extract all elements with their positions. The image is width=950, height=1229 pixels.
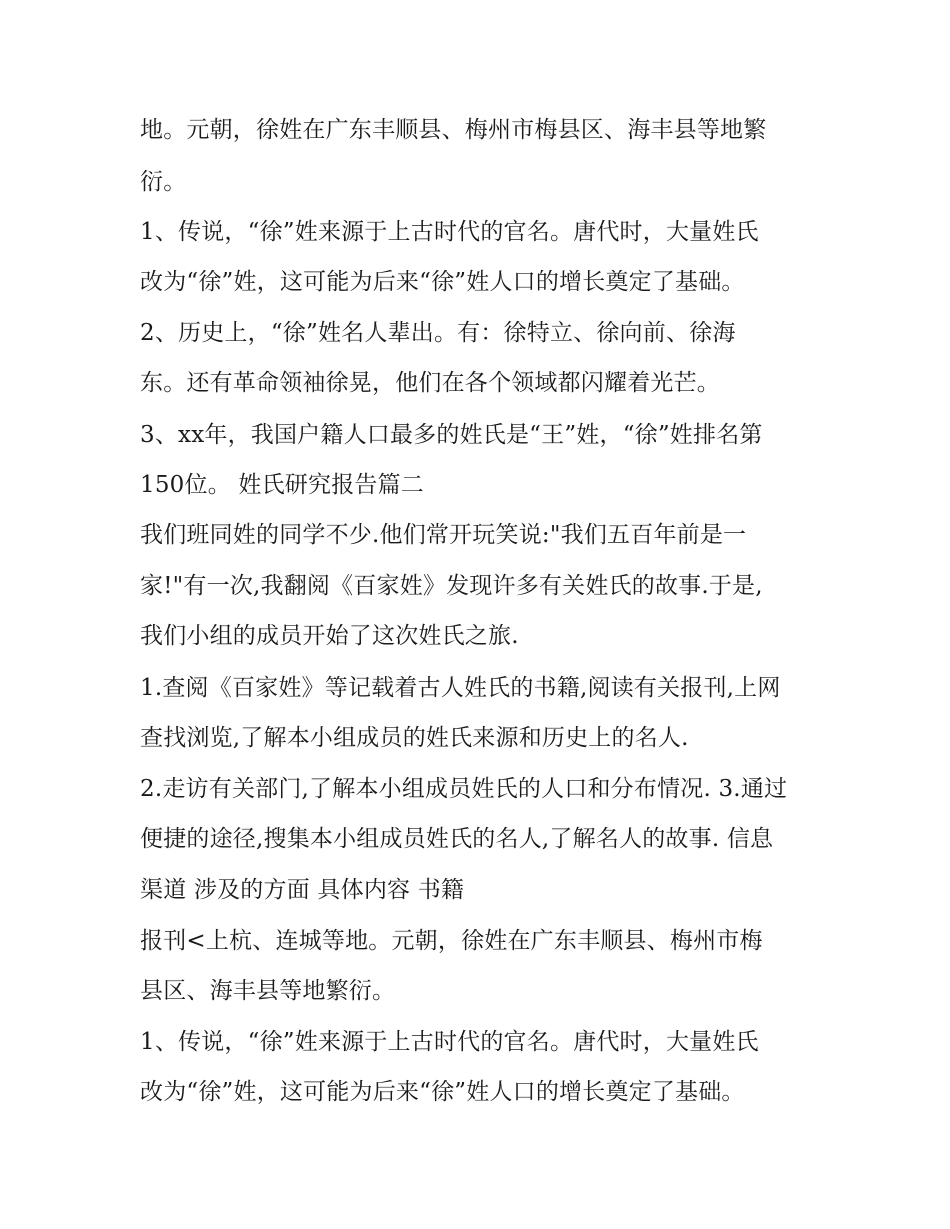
text-line: 2、历史上，“徐”姓名人辈出。有：徐特立、徐向前、徐海 [140,320,736,346]
text-line: 我们小组的成员开始了这次姓氏之旅. [140,623,519,649]
text-line: 我们班同姓的同学不少.他们常开玩笑说:"我们五百年前是一 [140,522,747,548]
text-line: 东。还有革命领袖徐晃，他们在各个领域都闪耀着光芒。 [140,370,720,396]
text-line: 家!"有一次,我翻阅《百家姓》发现许多有关姓氏的故事.于是, [140,573,763,599]
text-line: 查找浏览,了解本小组成员的姓氏来源和历史上的名人. [140,725,689,751]
text-line: 1、传说，“徐”姓来源于上古时代的官名。唐代时，大量姓氏 [140,219,759,245]
text-line: 改为“徐”姓，这可能为后来“徐”姓人口的增长奠定了基础。 [140,1079,745,1105]
text-line: 报刊<上杭、连城等地。元朝，徐姓在广东丰顺县、梅州市梅 [140,928,763,954]
text-line: 改为“徐”姓，这可能为后来“徐”姓人口的增长奠定了基础。 [140,269,745,295]
text-line: 1.查阅《百家姓》等记载着古人姓氏的书籍,阅读有关报刊,上网 [140,675,781,701]
text-line: 2.走访有关部门,了解本小组成员姓氏的人口和分布情况. 3.通过 [140,776,788,802]
text-line: 地。元朝，徐姓在广东丰顺县、梅州市梅县区、海丰县等地繁 [140,117,767,143]
text-line: 150位。 姓氏研究报告篇二 [140,472,425,498]
text-line: 衍。 [140,169,187,195]
text-line: 渠道 涉及的方面 具体内容 书籍 [140,877,465,903]
text-line: 便捷的途径,搜集本小组成员姓氏的名人,了解名人的故事. 信息 [140,826,774,852]
text-line: 1、传说，“徐”姓来源于上古时代的官名。唐代时，大量姓氏 [140,1029,759,1055]
text-line: 3、xx年，我国户籍人口最多的姓氏是“王”姓，“徐”姓排名第 [140,422,763,448]
text-line: 县区、海丰县等地繁衍。 [140,978,396,1004]
